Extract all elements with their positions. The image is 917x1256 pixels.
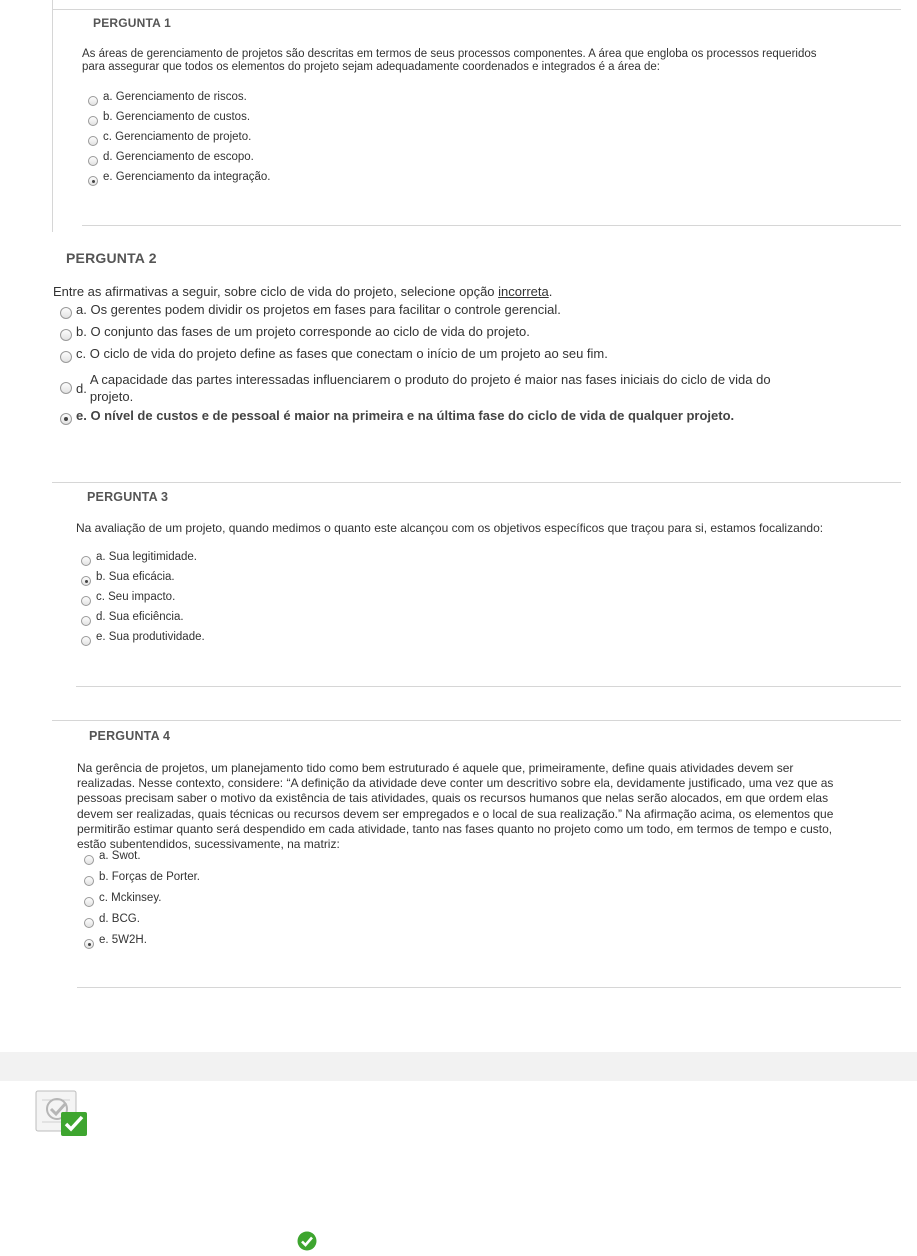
option-2e[interactable]: e. O nível de custos e de pessoal é maior na primeira e na última fase do ciclo de vida de qualquer projeto. — [60, 408, 771, 430]
radio-button-selected[interactable] — [60, 413, 72, 425]
question-3-title: PERGUNTA 3 — [87, 490, 169, 504]
check-circle-icon — [297, 1231, 317, 1251]
question-4-text: Na gerência de projetos, um planejamento tido como bem estruturado é aquele que, primeiramente, define quais atividades devem ser realizadas. Nesse contexto, considere: “A definição da atividade deve conter um descritivo sobre ela, devidamente justificado, uma vez que as pessoas precisam saber o motivo da existência de tais atividades, quais os recursos humanos que nelas serão alocados, em que ordem elas devem ser realizadas, quais técnicas ou recursos devem ser empregados e o local de sua realização.” Na afirmação acima, os elementos que permitirão estimar quanto será despendido em cada atividade, tanto nas fases quanto no projeto como um todo, em termos de tempo e custo, estão subentendidos, sucessivamente, na matriz: — [77, 761, 834, 852]
option-1a[interactable]: a. Gerenciamento de riscos. — [88, 91, 271, 111]
document-check-icon[interactable] — [35, 1088, 89, 1138]
radio-button[interactable] — [88, 96, 98, 106]
radio-button-selected[interactable] — [88, 176, 98, 186]
divider — [52, 9, 901, 10]
option-3b[interactable]: b. Sua eficácia. — [81, 571, 205, 591]
radio-button[interactable] — [84, 897, 94, 907]
radio-button[interactable] — [60, 329, 72, 341]
radio-button[interactable] — [88, 156, 98, 166]
option-3a[interactable]: a. Sua legitimidade. — [81, 551, 205, 571]
radio-button[interactable] — [88, 116, 98, 126]
option-1c[interactable]: c. Gerenciamento de projeto. — [88, 131, 271, 151]
divider — [77, 987, 901, 988]
question-1-options — [88, 91, 271, 191]
divider — [52, 0, 53, 232]
option-4e[interactable]: e. 5W2H. — [84, 934, 200, 955]
option-2d[interactable]: d. A capacidade das partes interessadas influenciarem o produto do projeto é maior nas fases iniciais do ciclo de vida do projeto. — [60, 368, 771, 408]
divider — [52, 720, 901, 721]
option-1e[interactable]: e. Gerenciamento da integração. — [88, 171, 271, 191]
radio-button[interactable] — [81, 556, 91, 566]
option-2c[interactable]: c. O ciclo de vida do projeto define as fases que conectam o início de um projeto ao seu fim. — [60, 346, 771, 368]
radio-button-selected[interactable] — [84, 939, 94, 949]
divider — [52, 482, 901, 483]
option-4b[interactable]: b. Forças de Porter. — [84, 871, 200, 892]
option-1b[interactable]: b. Gerenciamento de custos. — [88, 111, 271, 131]
option-2b[interactable]: b. O conjunto das fases de um projeto corresponde ao ciclo de vida do projeto. — [60, 324, 771, 346]
radio-button[interactable] — [84, 855, 94, 865]
radio-button[interactable] — [84, 876, 94, 886]
question-3-options — [81, 551, 205, 651]
radio-button[interactable] — [88, 136, 98, 146]
option-3d[interactable]: d. Sua eficiência. — [81, 611, 205, 631]
option-3e[interactable]: e. Sua produtividade. — [81, 631, 205, 651]
option-4c[interactable]: c. Mckinsey. — [84, 892, 200, 913]
radio-button[interactable] — [60, 351, 72, 363]
radio-button[interactable] — [81, 596, 91, 606]
question-4-options — [84, 850, 200, 955]
divider — [76, 686, 901, 687]
question-1-text: As áreas de gerenciamento de projetos são descritas em termos de seus processos componentes. A área que engloba os processos requeridos para assegurar que todos os elementos do projeto sejam adequadamente coordenados e integrados é a área de: — [82, 48, 817, 73]
radio-button-selected[interactable] — [81, 576, 91, 586]
question-4-title: PERGUNTA 4 — [89, 729, 171, 743]
option-2a[interactable]: a. Os gerentes podem dividir os projetos em fases para facilitar o controle gerencial. — [60, 302, 771, 324]
option-4a[interactable]: a. Swot. — [84, 850, 200, 871]
radio-button[interactable] — [81, 636, 91, 646]
option-4d[interactable]: d. BCG. — [84, 913, 200, 934]
radio-button[interactable] — [81, 616, 91, 626]
question-3-text: Na avaliação de um projeto, quando medimos o quanto este alcançou com os objetivos específicos que traçou para si, estamos focalizando: — [76, 521, 824, 535]
question-2-text: Entre as afirmativas a seguir, sobre ciclo de vida do projeto, selecione opção incorreta. — [53, 284, 553, 299]
divider — [82, 225, 901, 226]
question-2-title: PERGUNTA 2 — [66, 250, 157, 266]
question-1-title: PERGUNTA 1 — [93, 16, 172, 30]
option-3c[interactable]: c. Seu impacto. — [81, 591, 205, 611]
option-1d[interactable]: d. Gerenciamento de escopo. — [88, 151, 271, 171]
radio-button[interactable] — [60, 382, 72, 394]
footer-band — [0, 1052, 917, 1081]
question-2-options — [60, 302, 771, 430]
radio-button[interactable] — [84, 918, 94, 928]
radio-button[interactable] — [60, 307, 72, 319]
